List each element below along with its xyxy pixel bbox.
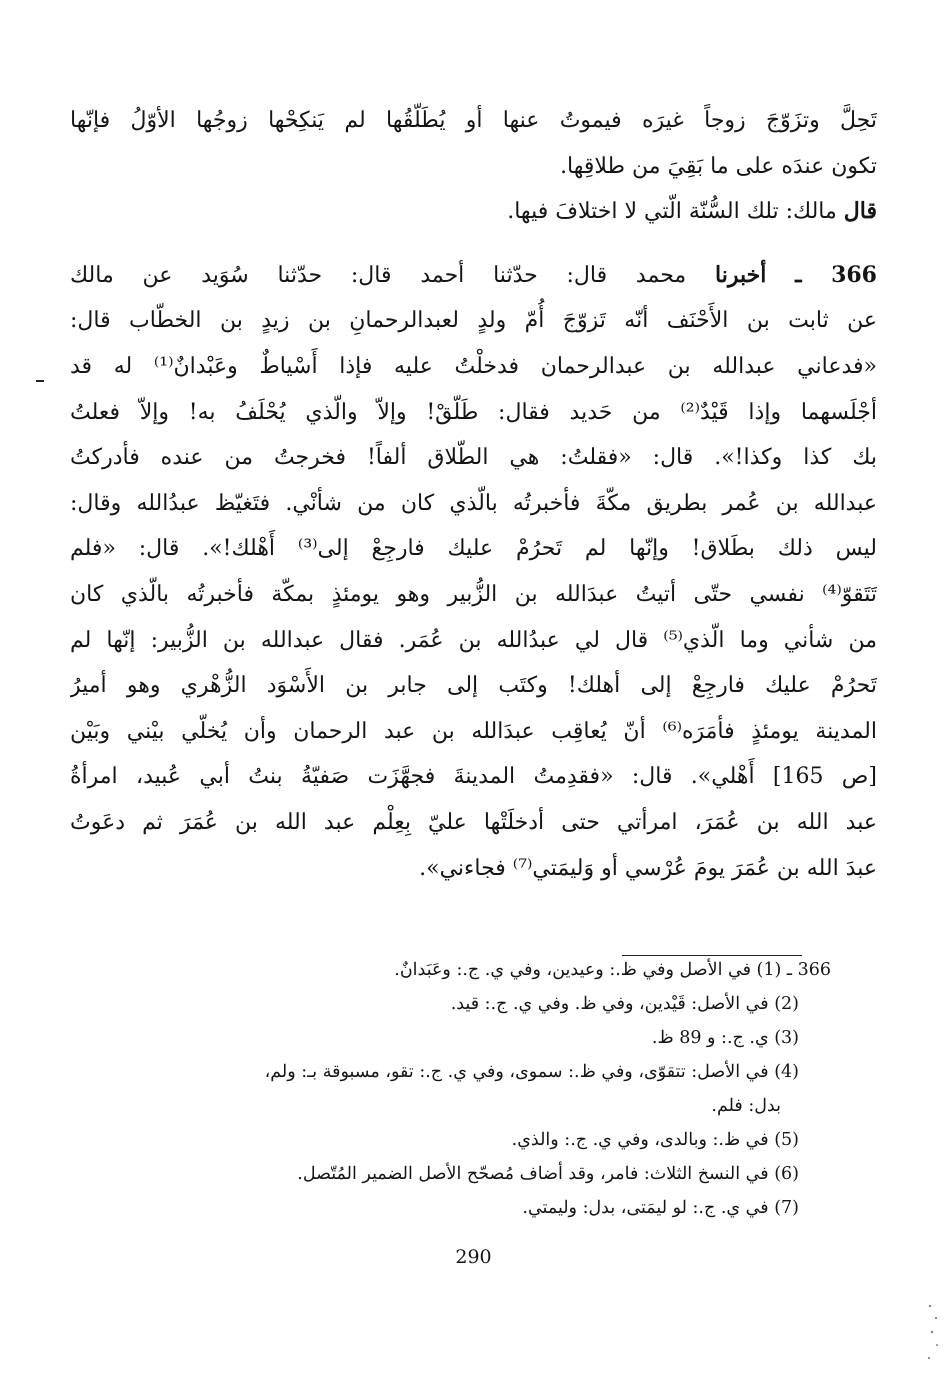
text-line: عن ثابت بن الأَحْنَف أنّه تَزوّجَ أُمّ ولدٍ لعبدالرحمانِ بن زيدٍ بن الخطّاب قال: <box>70 308 877 334</box>
footnote: (5) في ظ.: وبالدى، وفي ي. ج.: والذي. <box>511 1130 799 1150</box>
hadith-number: 366 ـ <box>795 261 877 288</box>
footnotes <box>70 953 831 1225</box>
text-line-rest: مالك: تلك السُّنّة الّتي لا اختلافَ فيها. <box>507 199 837 225</box>
footnote: (2) في الأصل: قَيْدين، وفي ظ. وفي ي. ج.: قيد. <box>450 994 799 1014</box>
text-line: عبد الله بن عُمَرَ، امرأتي حتى أدخلَتْها عليّ بِعِلْم عبد الله بن عُمَرَ ثم دعَوتُ <box>70 809 877 835</box>
footnote: 366 ـ (1) في الأصل وفي ظ.: وعيدين، وفي ي. ج.: وعَبَدانٌ. <box>394 960 831 980</box>
page-number: 290 <box>455 1246 492 1268</box>
bold-akhbarana: أخبرنا <box>715 261 767 288</box>
text-line: بك كذا وكذا!». قال: «فقلتُ: هي الطّلاق ألفاً! فخرجتُ من عنده فأدركتُ <box>70 445 877 471</box>
text-line: أجْلَسهما وإذا قَيْدٌ⁽²⁾ من حَديد فقال: طَلّقْ! وإلاّ والّذي يُحْلَفُ به! وإلاّ فعلتُ <box>70 399 877 425</box>
text-line: «فدعاني عبدالله بن عبدالرحمان فدخلْتُ عليه فإذا أَسْياطٌ وعَبْدانٌ⁽¹⁾ له قد <box>70 353 877 379</box>
text-line: عبدالله بن عُمر بطريق مكّةَ فأخبرتُه بالّذي كان من شأنْي. فتَغيّظ عبدُالله وقال: <box>70 490 877 516</box>
text-line: [ص 165] أَهْلي». قال: «فقدِمتُ المدينةَ فجهَّزَت صَفيّةُ بنتُ أبي عُبيد، امرأةُ <box>70 764 877 790</box>
text-line: من شأني وما الّذي⁽⁵⁾ قال لي عبدُالله بن عُمَر. فقال عبدالله بن الزُّبير: إنّها لم <box>70 627 877 653</box>
text-line: عبدَ الله بن عُمَرَ يومَ عُرْسي أو وَليمَتي⁽⁷⁾ فجاءني». <box>419 855 877 881</box>
text-line <box>70 253 877 299</box>
main-text <box>70 98 877 891</box>
text-line: تَحرُمْ عليك فارجِعْ إلى أهلك! وكتَب إلى جابر بن الأَسْوَد الزُّهْري وهو أميرُ <box>70 673 877 699</box>
bold-qala: قال <box>843 198 877 225</box>
text-line-rest: محمد قال: حدّثنا أحمد قال: حدّثنا سُوَيد عن مالك <box>70 262 687 288</box>
footnote-continuation: بدل: فلم. <box>711 1096 781 1116</box>
text-line: المدينة يومئذٍ فأمَرَه⁽⁶⁾ أنّ يُعاقِب عبدَالله بن عبد الرحمان وأن يُخلّي بيْني وبَيْن <box>70 718 877 744</box>
text-line: تَتَقوّ⁽⁴⁾ نفسي حتّى أتيتُ عبدَالله بن الزُّبير وهو يومئذٍ بمكّة فأخبرتُه بالّذي كان <box>70 581 877 607</box>
scan-speckle <box>926 1300 940 1370</box>
text-line <box>70 189 877 235</box>
footnote: (7) في ي. ج.: لو ليمَتى، بدل: وليمتي. <box>522 1198 799 1218</box>
footnote: (3) ي. ج.: و 89 ظ. <box>651 1028 799 1048</box>
paragraph-gap <box>70 235 877 253</box>
text-line: تَحِلَّ وتزَوّجَ زوجاً غيرَه فيموتُ عنها أو يُطَلّقُها لم يَنكِحْها زوجُها الأوّلُ فإنّها <box>70 108 877 133</box>
text-line: ليس ذلك بطَلاق! وإنّها لم تَحرُمْ عليك فارجِعْ إلى⁽³⁾ أَهْلك!». قال: «فلم <box>70 536 877 562</box>
margin-mark <box>36 380 44 382</box>
footnote: (6) في النسخ الثلاث: فامر، وقد أضاف مُصحّح الأصل الضمير المُتّصل. <box>297 1164 799 1184</box>
footnote: (4) في الأصل: تتقوّى، وفي ظ.: سموى، وفي ي. ج.: تقو، مسبوقة بـ: ولم، <box>264 1062 799 1082</box>
text-line: تكون عندَه على ما بَقِيَ من طلاقِها. <box>560 153 877 179</box>
